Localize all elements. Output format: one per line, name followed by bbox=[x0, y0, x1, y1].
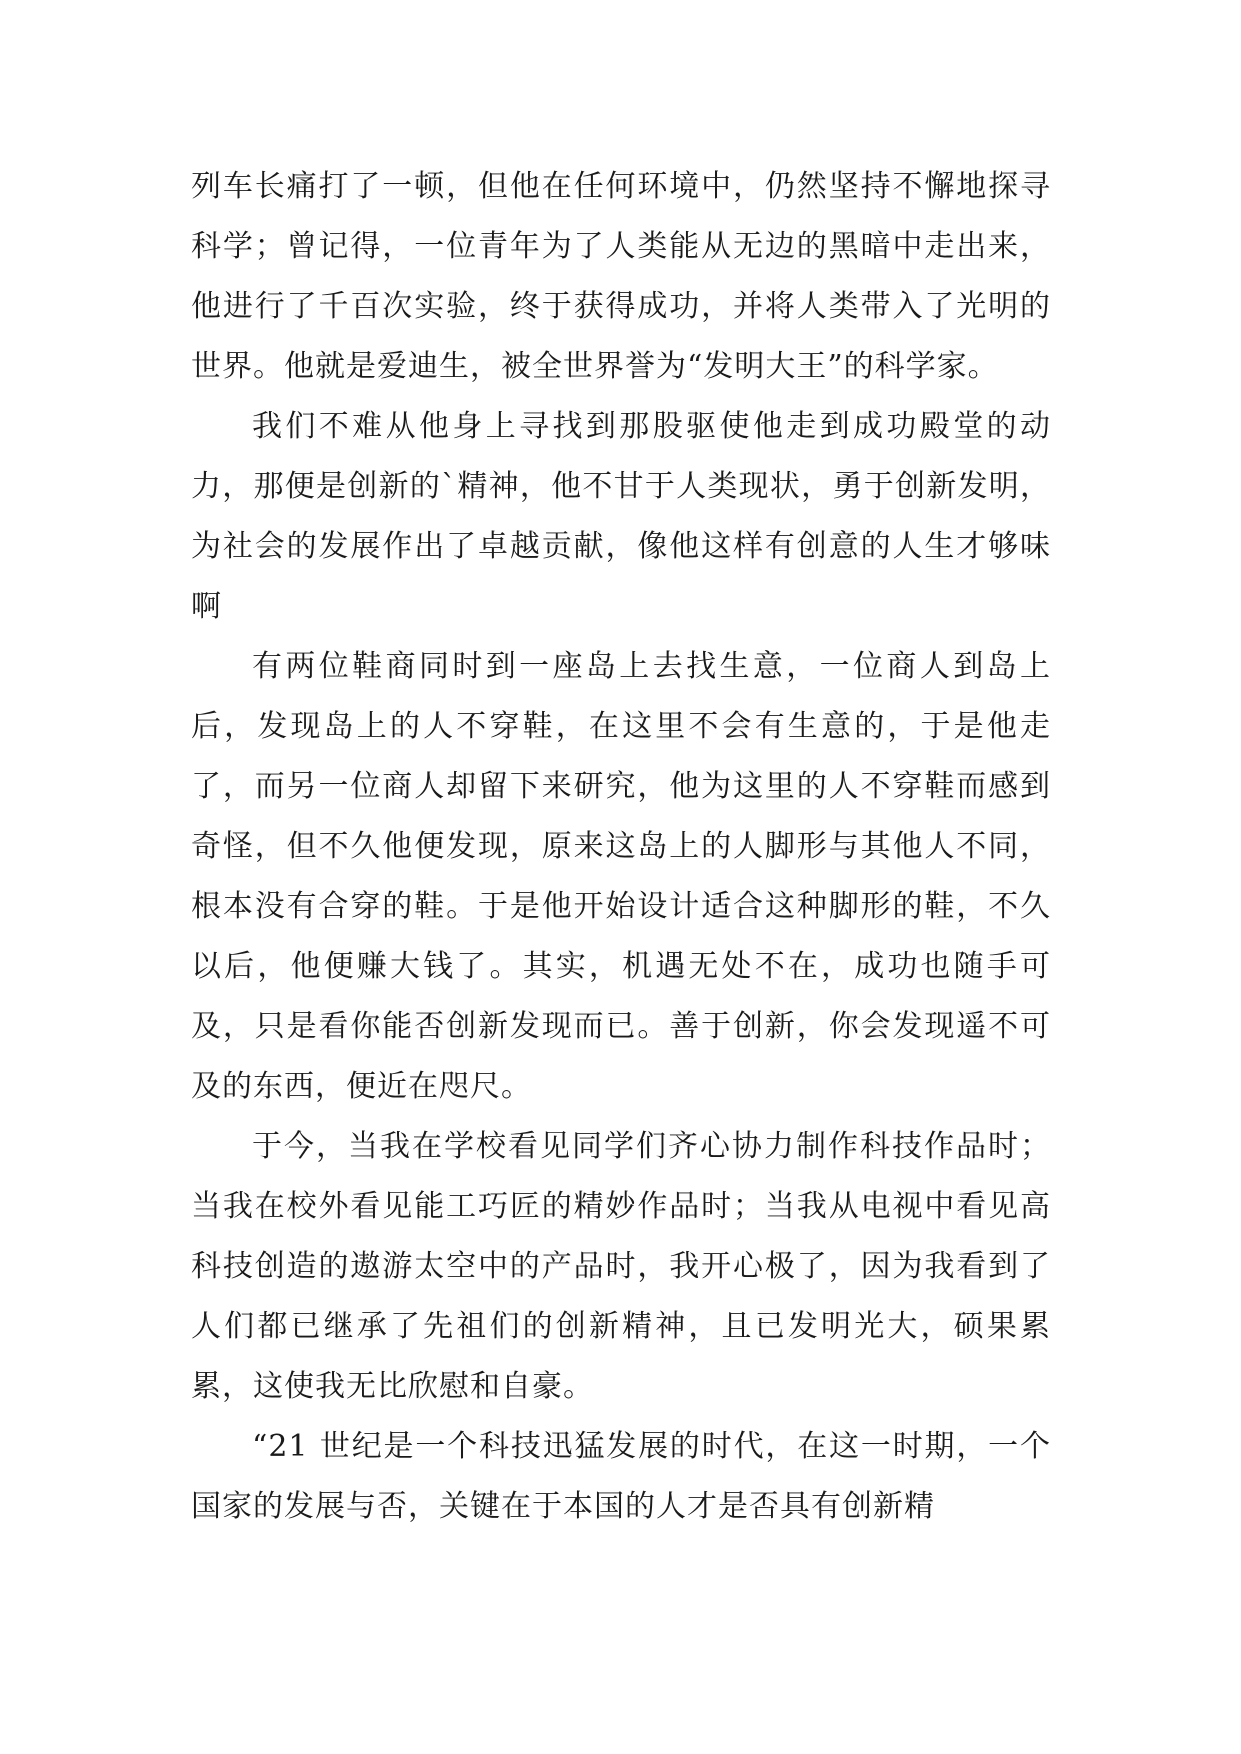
paragraph-21st-century: “21 世纪是一个科技迅猛发展的时代，在这一时期，一个国家的发展与否，关键在于本国的人才是否具有创新精 bbox=[191, 1429, 1051, 1524]
paragraph-edison-story: 列车长痛打了一顿，但他在任何环境中，仍然坚持不懈地探寻科学；曾记得，一位青年为了人类能从无边的黑暗中走出来，他进行了千百次实验，终于获得成功，并将人类带入了光明的世界。他就是爱迪生，被全世界誉为“发明大王”的科学家。 bbox=[191, 169, 1051, 384]
paragraph-shoe-merchants: 有两位鞋商同时到一座岛上去找生意，一位商人到岛上后，发现岛上的人不穿鞋，在这里不会有生意的，于是他走了，而另一位商人却留下来研究，他为这里的人不穿鞋而感到奇怪，但不久他便发现，原来这岛上的人脚形与其他人不同，根本没有合穿的鞋。于是他开始设计适合这种脚形的鞋，不久以后，他便赚大钱了。其实，机遇无处不在，成功也随手可及，只是看你能否创新发现而已。善于创新，你会发现遥不可及的东西，便近在咫尺。 bbox=[191, 649, 1051, 1104]
document-body bbox=[191, 157, 1051, 1537]
paragraph-innovation-spirit: 我们不难从他身上寻找到那股驱使他走到成功殿堂的动力，那便是创新的`精神，他不甘于人类现状，勇于创新发明，为社会的发展作出了卓越贡献，像他这样有创意的人生才够味啊 bbox=[191, 409, 1051, 624]
paragraph-school-observations: 于今，当我在学校看见同学们齐心协力制作科技作品时；当我在校外看见能工巧匠的精妙作品时；当我从电视中看见高科技创造的遨游太空中的产品时，我开心极了，因为我看到了人们都已继承了先祖们的创新精神，且已发明光大，硕果累累，这使我无比欣慰和自豪。 bbox=[191, 1129, 1051, 1404]
